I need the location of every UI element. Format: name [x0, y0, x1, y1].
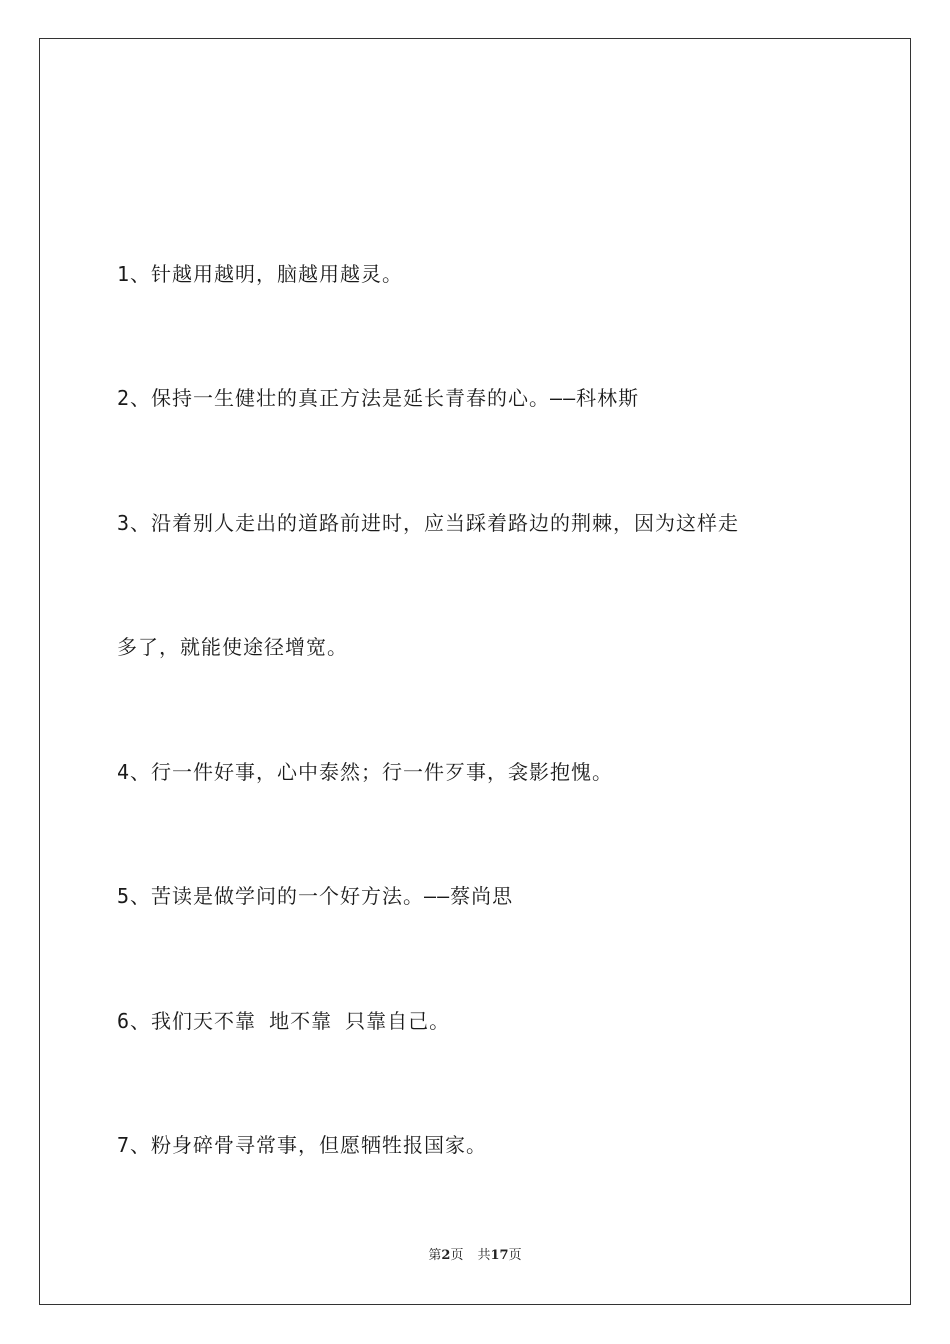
quote-line-1: 1、针越用越明，脑越用越灵。 [117, 262, 404, 286]
quote-line-2: 2、保持一生健壮的真正方法是延长青春的心。——科林斯 [117, 386, 640, 410]
total-prefix: 共 [477, 1248, 491, 1263]
page-suffix: 页 [450, 1248, 464, 1263]
quote-line-6: 6、我们天不靠 地不靠 只靠自己。 [117, 1009, 451, 1033]
quote-line-3: 3、沿着别人走出的道路前进时，应当踩着路边的荆棘，因为这样走 [117, 511, 740, 535]
quote-line-4: 4、行一件好事，心中泰然；行一件歹事，衾影抱愧。 [117, 760, 614, 784]
page-prefix: 第 [428, 1248, 442, 1263]
total-suffix: 页 [508, 1248, 522, 1263]
page-border [39, 38, 911, 1305]
page-footer [0, 1248, 950, 1264]
quote-line-7: 7、粉身碎骨寻常事，但愿牺牲报国家。 [117, 1133, 488, 1157]
total-pages: 17 [490, 1248, 509, 1263]
page-number: 2 [441, 1248, 451, 1263]
quote-line-3-continued: 多了，就能使途径增宽。 [117, 635, 348, 659]
quote-line-5: 5、苦读是做学问的一个好方法。——蔡尚思 [117, 884, 514, 908]
